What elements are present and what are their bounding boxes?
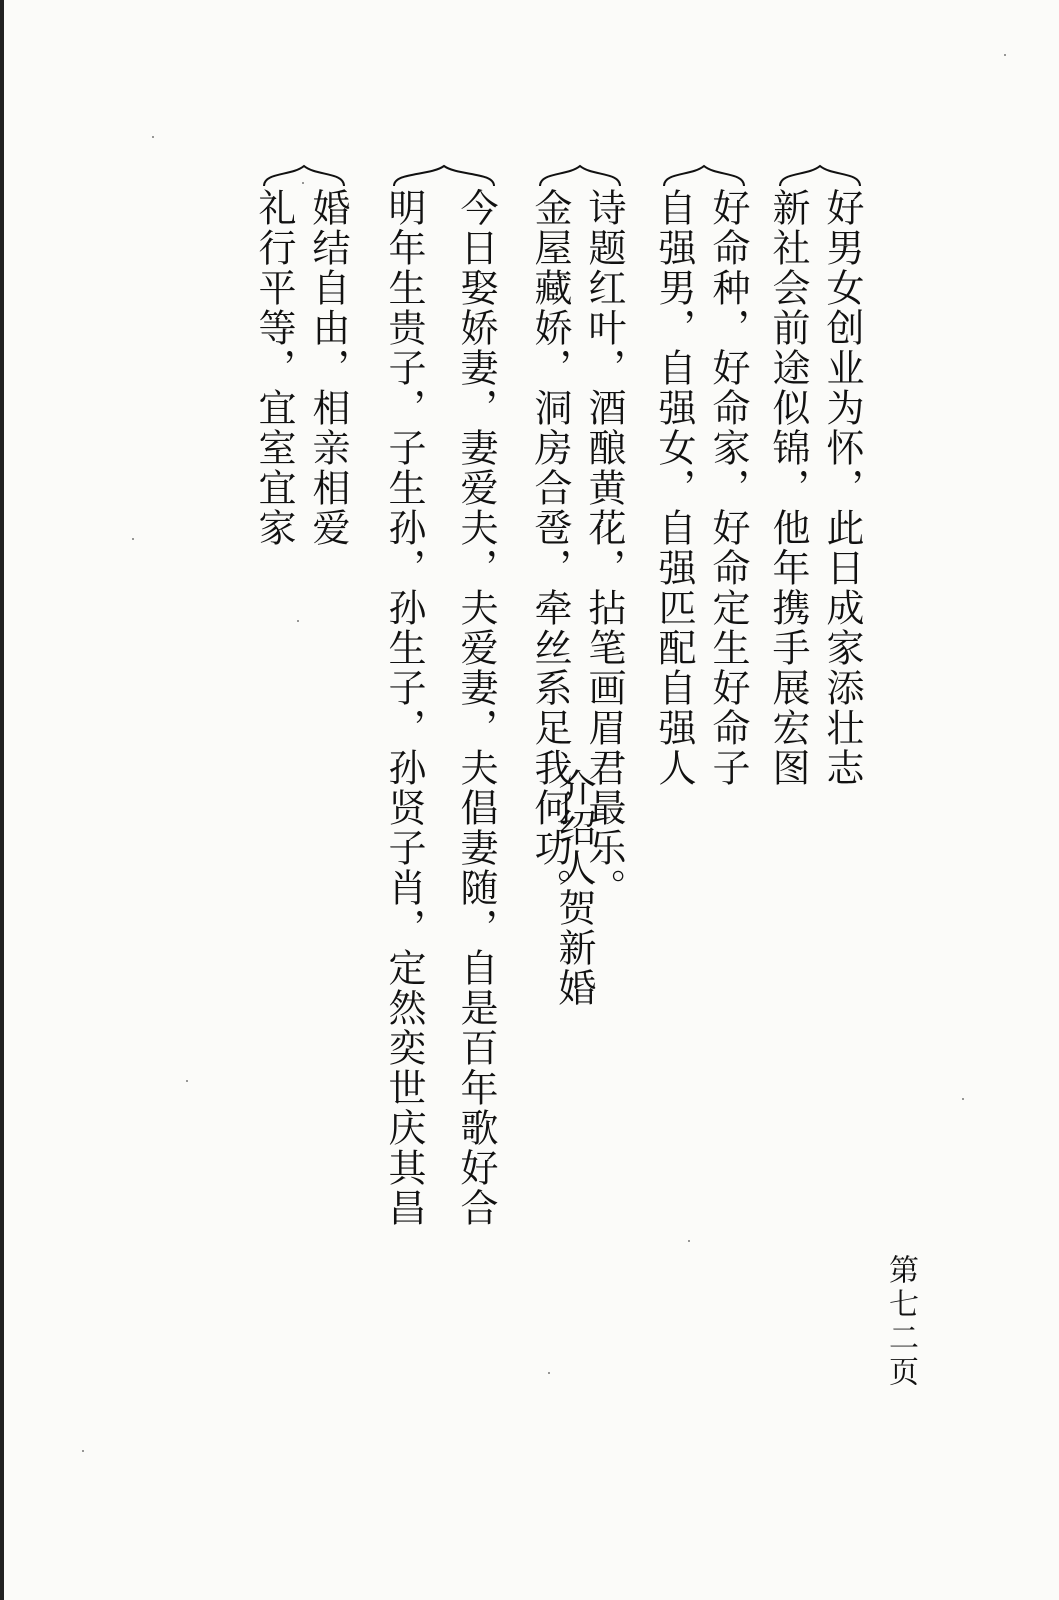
scan-speck [1004,54,1006,56]
couplet-2-line-1: 好命种，好命家，好命定生好命子 [706,188,750,788]
page-number: 第七二页 [883,1254,918,1390]
scan-speck [688,1240,690,1242]
couplet-5-line-1: 婚结自由，相亲相爱 [306,188,350,548]
couplet-1-line-2: 新社会前途似锦，他年携手展宏图 [766,188,810,788]
couplet-2-line-2: 自强男，自强女，自强匹配自强人 [652,188,696,788]
couplet-2-brace [662,162,746,188]
couplet-4-brace [392,162,496,188]
scan-speck [152,136,154,138]
scan-speck [548,1372,550,1374]
couplet-1-brace [778,162,862,188]
scan-speck [82,1450,84,1452]
couplet-3-attribution: 介绍人贺新婚 [552,768,596,1008]
couplet-4-line-1: 今日娶娇妻，妻爱夫，夫爱妻，夫倡妻随，自是百年歌好合 [454,188,498,1228]
couplet-5-line-2: 礼行平等，宜室宜家 [252,188,296,548]
scan-speck [186,1080,188,1082]
page-left-edge [0,0,4,1600]
scan-speck [297,620,299,622]
couplet-4-line-2: 明年生贵子，子生孙，孙生子，孙贤子肖，定然奕世庆其昌 [382,188,426,1228]
couplet-3-brace [538,162,622,188]
couplet-3-line-2: 金屋藏娇，洞房合卺，牵丝系足我何功。 [528,188,572,908]
couplet-1-line-1: 好男女创业为怀，此日成家添壮志 [820,188,864,788]
scan-speck [132,538,134,540]
scan-speck [962,1098,964,1100]
couplet-3-line-1: 诗题红叶，酒酿黄花，拈笔画眉君最乐。 [582,188,626,908]
couplet-5-brace [262,162,346,188]
